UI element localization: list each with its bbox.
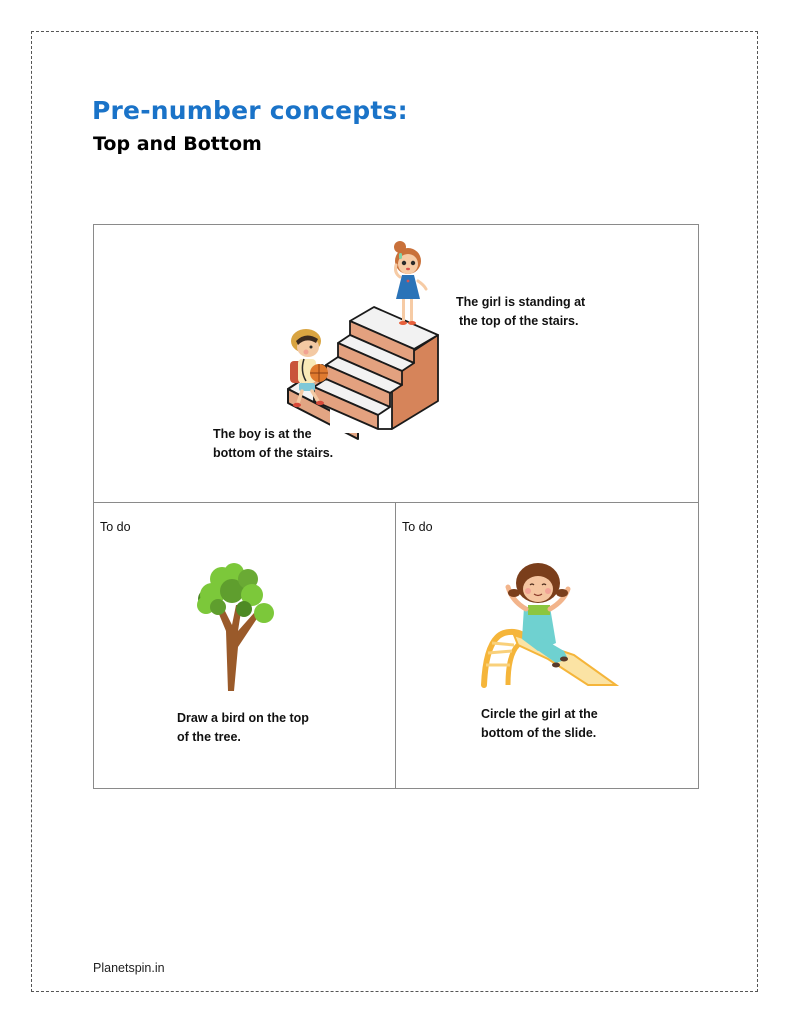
girl-caption [456, 293, 585, 331]
boy-caption-line-1: The boy is at the [213, 427, 312, 441]
task-1-instruction-line-1: Draw a bird on the top [177, 711, 309, 725]
task-1-instruction-line-2: of the tree. [177, 730, 241, 744]
girl-caption-line-2: the top of the stairs. [459, 314, 579, 328]
task-2-instruction-line-1: Circle the girl at the [481, 707, 598, 721]
boy-with-ball-illustration [286, 327, 332, 411]
girl-caption-line-1: The girl is standing at [456, 295, 586, 309]
page-subtitle: Top and Bottom [93, 133, 262, 155]
column-divider [395, 502, 396, 788]
girl-on-slide-illustration [478, 559, 618, 687]
boy-caption-line-2: bottom of the stairs. [213, 446, 334, 460]
task-1-instruction [177, 709, 309, 747]
worksheet-table [93, 224, 699, 789]
boy-caption [213, 425, 333, 463]
tree-illustration [192, 561, 278, 693]
task-2-instruction [481, 705, 598, 743]
task-2-instruction-line-2: bottom of the slide. [481, 726, 597, 740]
task-2-label: To do [402, 520, 433, 534]
row-divider [94, 502, 698, 503]
girl-on-stairs-illustration [386, 239, 432, 331]
task-1-label: To do [100, 520, 131, 534]
footer-site: Planetspin.in [93, 961, 165, 975]
page-title: Pre-number concepts: [92, 96, 408, 125]
